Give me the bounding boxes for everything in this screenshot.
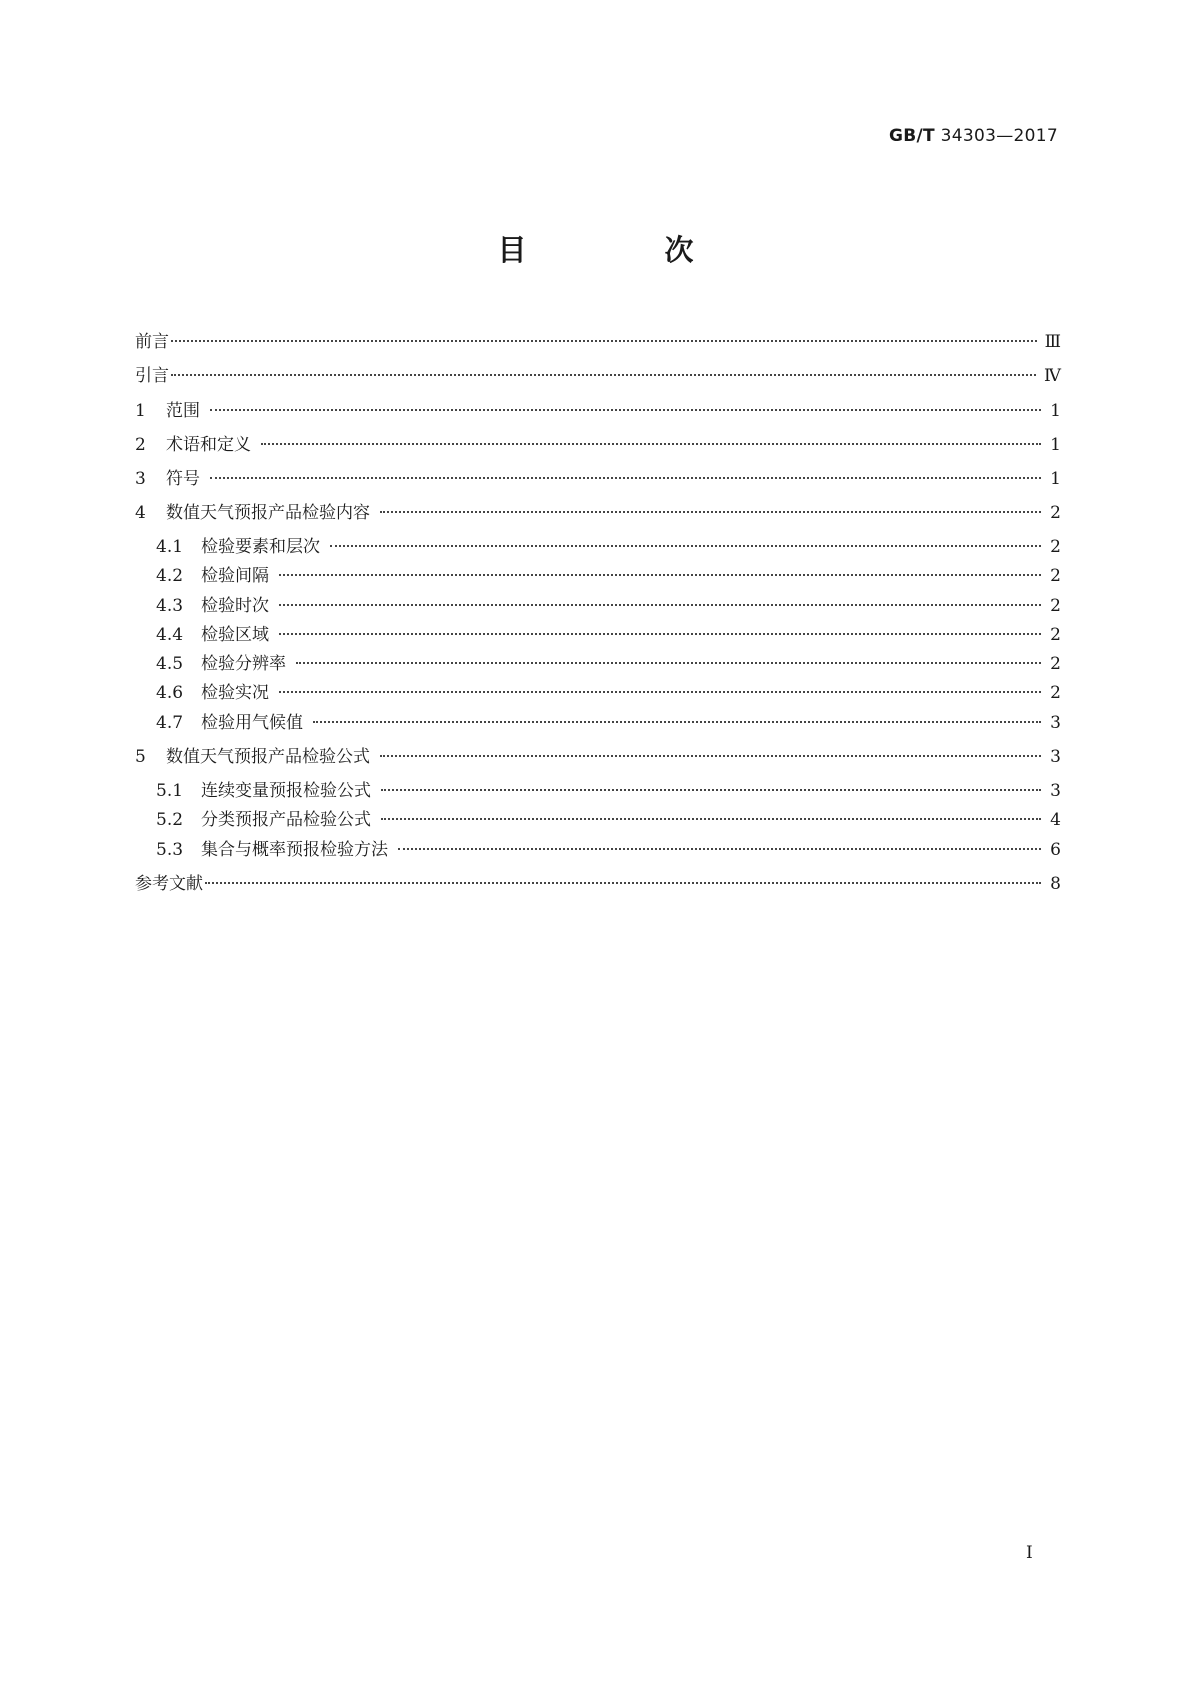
toc-page: 2: [1050, 596, 1061, 616]
toc-number: 4.4: [156, 625, 184, 645]
toc-entry-4-7[interactable]: [135, 711, 1061, 735]
toc-page: 6: [1050, 840, 1061, 860]
toc-leader: [381, 789, 1041, 791]
toc-entry-4-2[interactable]: [135, 564, 1061, 588]
toc-entry-5-3[interactable]: [135, 838, 1061, 862]
toc-leader: [330, 545, 1041, 547]
toc-label: 检验区域: [201, 625, 269, 645]
toc-label: 范围: [166, 401, 200, 421]
standard-year: 34303—2017: [940, 126, 1058, 146]
toc-label: 前言: [135, 332, 169, 352]
toc-page: 3: [1050, 713, 1061, 733]
toc-number: 4.1: [156, 537, 184, 557]
toc-entry-5-1[interactable]: [135, 779, 1061, 803]
toc-page: Ⅳ: [1044, 366, 1061, 386]
standard-code: GB/T: [889, 126, 935, 146]
toc-leader: [171, 340, 1037, 342]
toc-entry-4-6[interactable]: [135, 681, 1061, 705]
toc-entry-4-1[interactable]: [135, 535, 1061, 559]
toc-page: 2: [1050, 625, 1061, 645]
toc-label: 检验用气候值: [201, 713, 303, 733]
toc-page: 1: [1050, 469, 1061, 489]
toc-leader: [205, 882, 1041, 884]
toc-page: 2: [1050, 537, 1061, 557]
toc-label: 检验实况: [201, 683, 269, 703]
toc-number: 5.2: [156, 810, 184, 830]
toc-leader: [279, 604, 1041, 606]
toc-leader: [313, 721, 1041, 723]
toc-page: 2: [1050, 566, 1061, 586]
toc-leader: [279, 691, 1041, 693]
toc-leader: [279, 633, 1041, 635]
page-number: I: [1026, 1543, 1033, 1563]
toc-leader: [210, 477, 1041, 479]
toc-number: 4.7: [156, 713, 184, 733]
toc-number: 2: [135, 435, 146, 455]
toc-page: 3: [1050, 781, 1061, 801]
toc-page: 1: [1050, 435, 1061, 455]
toc-entry-4-5[interactable]: [135, 652, 1061, 676]
toc-number: 5: [135, 747, 146, 767]
toc-label: 分类预报产品检验公式: [201, 810, 371, 830]
toc-number: 4.6: [156, 683, 184, 703]
toc-entry-introduction[interactable]: [135, 364, 1061, 388]
toc-label: 检验要素和层次: [201, 537, 320, 557]
toc-page: 2: [1050, 654, 1061, 674]
toc-entry-4[interactable]: [135, 501, 1061, 525]
toc-page: 3: [1050, 747, 1061, 767]
toc-entry-4-3[interactable]: [135, 594, 1061, 618]
toc-entry-4-4[interactable]: [135, 623, 1061, 647]
standard-number: [889, 126, 1058, 146]
toc-page: 4: [1050, 810, 1061, 830]
toc-label: 术语和定义: [166, 435, 251, 455]
toc-page: 2: [1050, 503, 1061, 523]
toc-label: 数值天气预报产品检验公式: [166, 747, 370, 767]
toc-page: 1: [1050, 401, 1061, 421]
toc-label: 参考文献: [135, 874, 203, 894]
toc-leader: [210, 409, 1041, 411]
toc-label: 符号: [166, 469, 200, 489]
toc-entry-1[interactable]: [135, 399, 1061, 423]
toc-leader: [398, 848, 1041, 850]
toc-entry-bibliography[interactable]: [135, 872, 1061, 896]
toc-leader: [296, 662, 1041, 664]
toc-number: 4.5: [156, 654, 184, 674]
toc-label: 引言: [135, 366, 169, 386]
toc-page: 8: [1050, 874, 1061, 894]
toc-leader: [279, 574, 1041, 576]
toc-number: 5.3: [156, 840, 184, 860]
toc-number: 3: [135, 469, 146, 489]
toc-label: 检验时次: [201, 596, 269, 616]
toc-entry-3[interactable]: [135, 467, 1061, 491]
toc-leader: [380, 511, 1041, 513]
toc-entry-5[interactable]: [135, 745, 1061, 769]
toc-entry-5-2[interactable]: [135, 808, 1061, 832]
toc-leader: [381, 818, 1041, 820]
toc-label: 数值天气预报产品检验内容: [166, 503, 370, 523]
toc-leader: [380, 755, 1041, 757]
toc-number: 5.1: [156, 781, 184, 801]
toc-number: 1: [135, 401, 146, 421]
toc-label: 检验间隔: [201, 566, 269, 586]
toc-page: 2: [1050, 683, 1061, 703]
toc-number: 4.2: [156, 566, 184, 586]
toc-leader: [171, 374, 1036, 376]
toc-entry-2[interactable]: [135, 433, 1061, 457]
toc-page: Ⅲ: [1044, 332, 1061, 352]
page-title: 目 次: [497, 233, 758, 267]
toc-number: 4: [135, 503, 146, 523]
toc-leader: [261, 443, 1041, 445]
toc-label: 连续变量预报检验公式: [201, 781, 371, 801]
toc-label: 集合与概率预报检验方法: [201, 840, 388, 860]
toc-entry-foreword[interactable]: [135, 330, 1061, 354]
toc-label: 检验分辨率: [201, 654, 286, 674]
toc-number: 4.3: [156, 596, 184, 616]
